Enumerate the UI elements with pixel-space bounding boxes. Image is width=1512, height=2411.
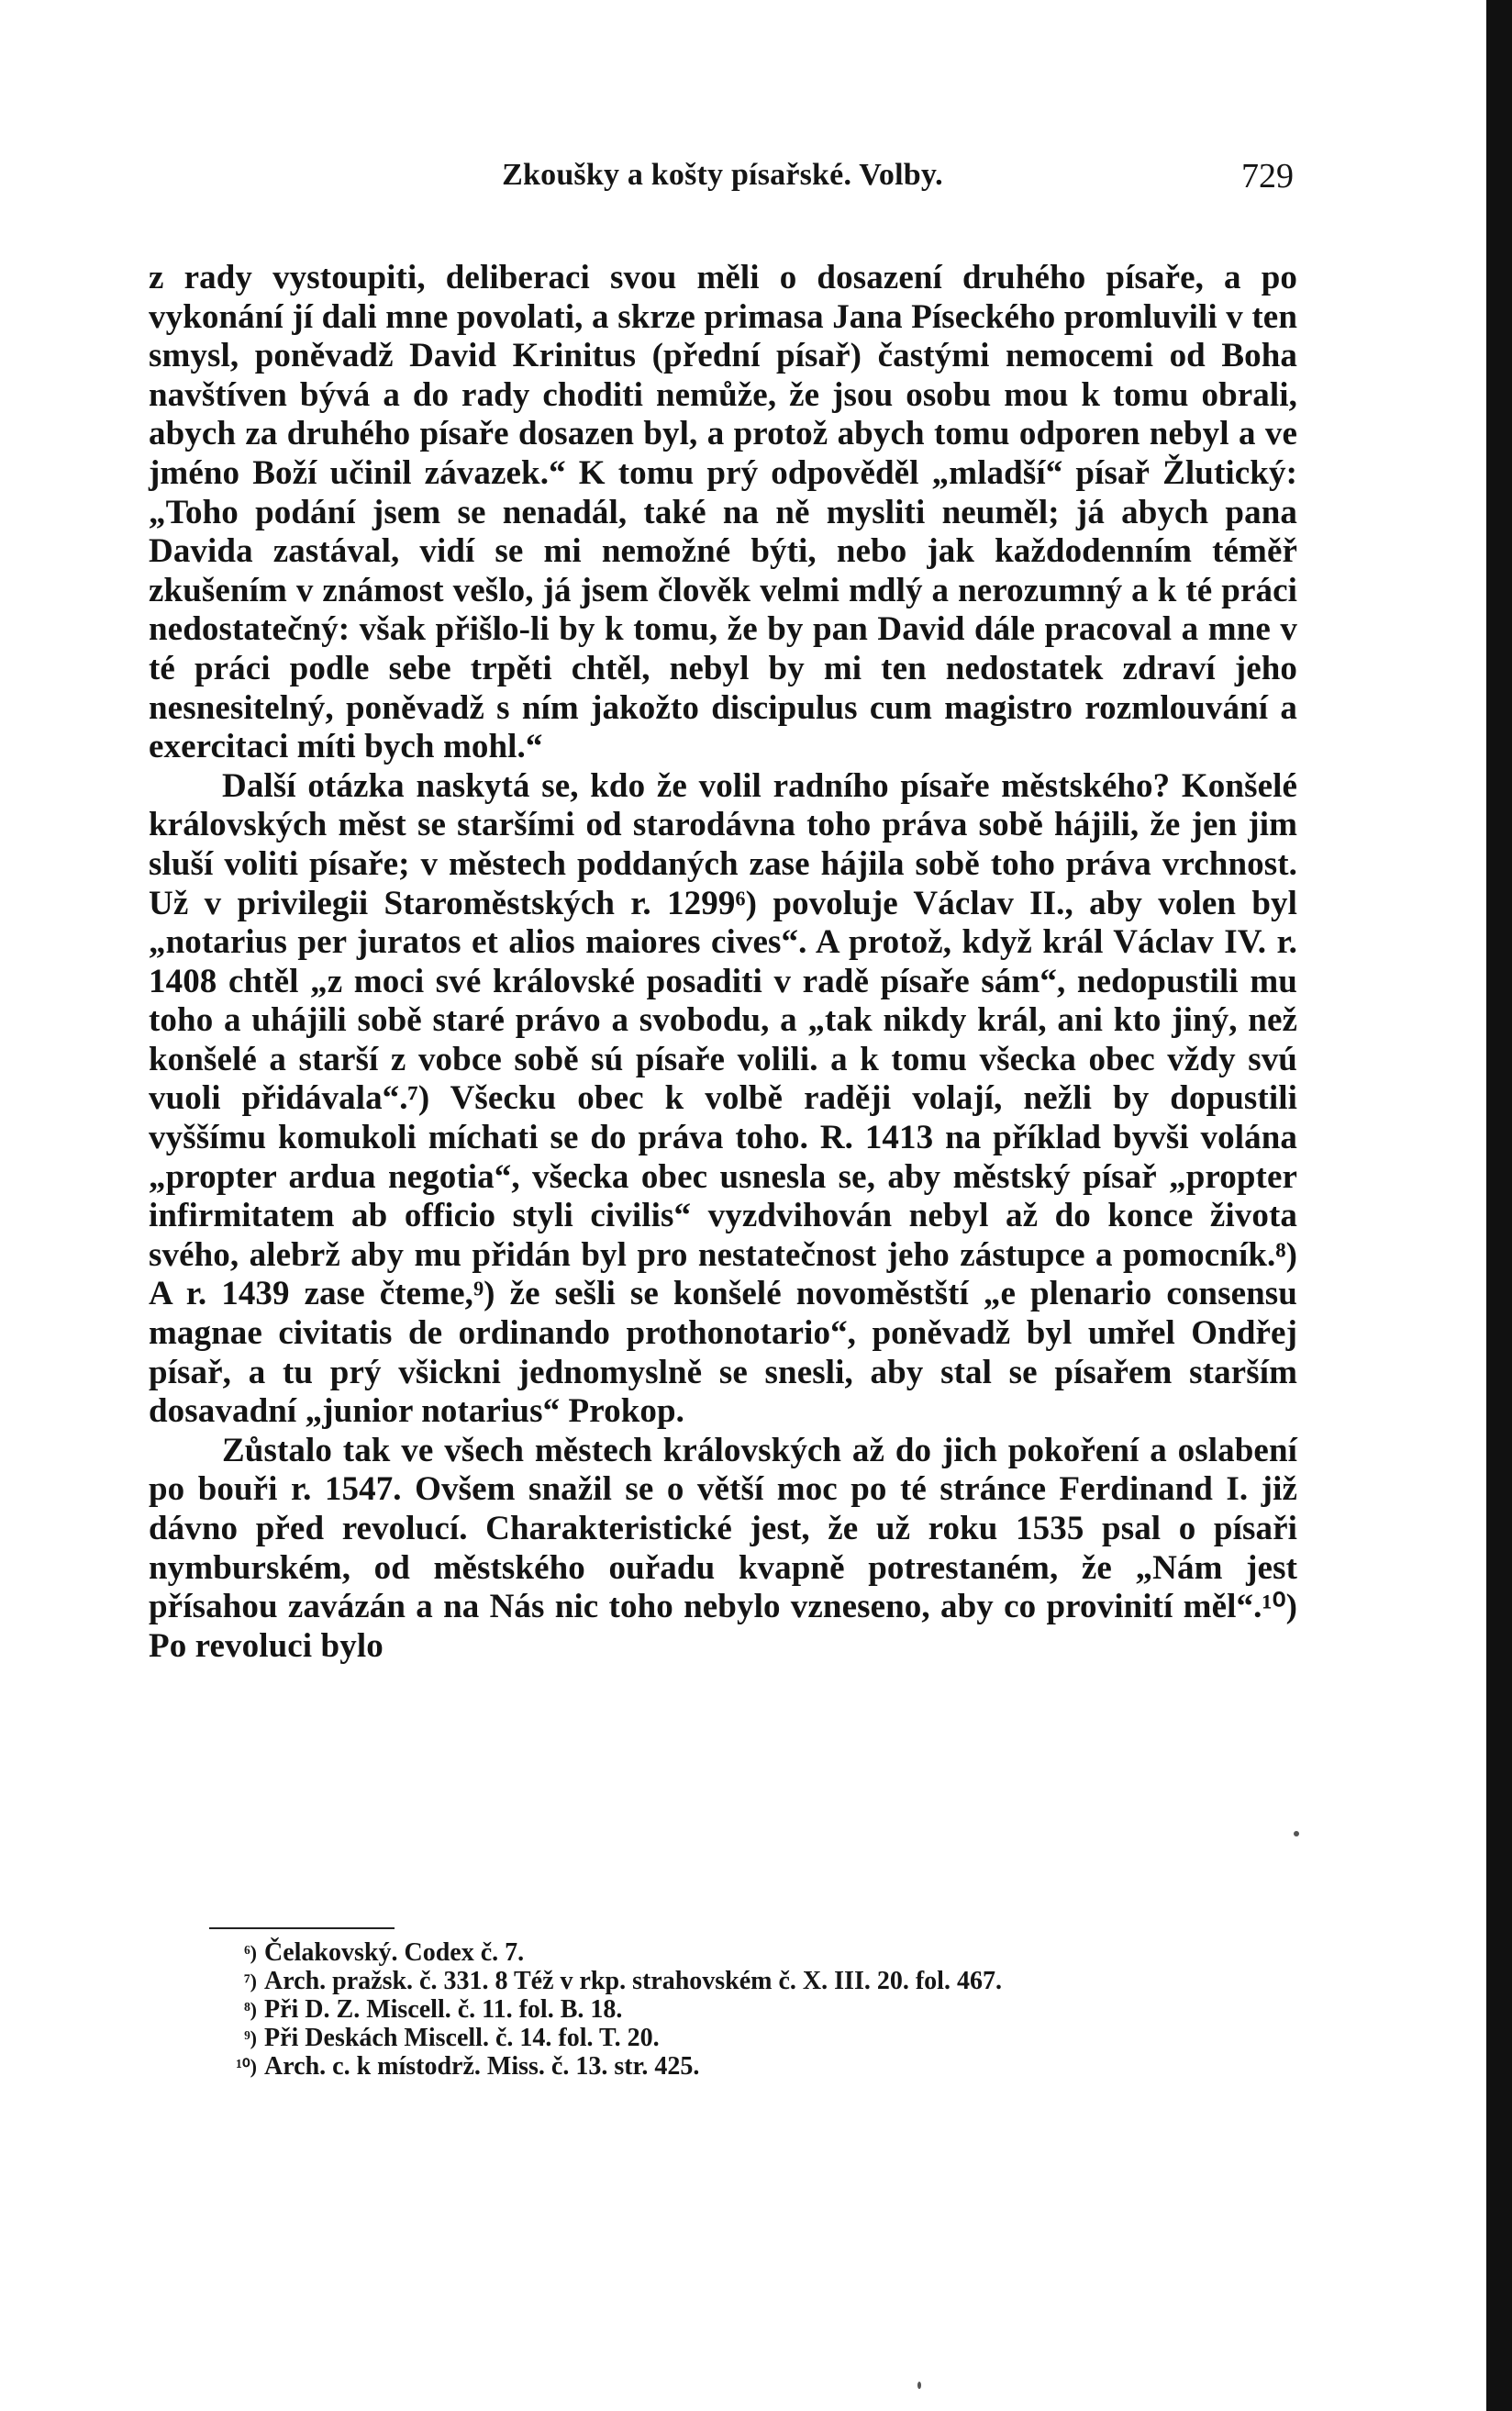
paragraph-2: Další otázka naskytá se, kdo že volil radního písaře městského? Konšelé královských měst se staršími od starodávna toho práva sobě hájili, že jen jim sluší voliti písaře; v městech poddaných zase hájila sobě toho práva vrchnost. Už v privilegii Staroměstských r. 1299⁶) povoluje Václav II., aby volen byl „notarius per juratos et alios maiores cives“. A protož, když král Václav IV. r. 1408 chtěl „z moci své královské posaditi v radě písaře sám“, nedopustili mu toho a uhájili sobě staré právo a svobodu, a „tak nikdy král, ani kto jiný, než konšelé a starší z vobce sobě sú písaře volili. a k tomu všecka obec vždy svú vuoli přidávala“.⁷) Všecku obec k volbě raději volají, nežli by dopustili vyššímu komukoli míchati se do práva toho. R. 1413 na příklad byvši volána „propter ardua negotia“, všecka obec usnesla se, aby městský písař „propter infirmitatem ab officio styli civilis“ vyzdvihován nebyl až do konce života svého, alebrž aby mu přidán byl pro nestatečnost jeho zástupce a pomocník.⁸) A r. 1439 zase čteme,⁹) že sešli se konšelé novoměstští „e plenario consensu magnae civitatis de ordinando prothonotario“, poněvadž byl umřel Ondřej písař, a tu prý všickni jednomyslně se snesli, aby stal se písařem starším dosavadní „junior notarius“ Prokop. xyxy=(149,766,1297,1431)
paragraph-3: Zůstalo tak ve všech městech královských až do jich pokoření a oslabení po bouři r. 1547. Ovšem snažil se o větší moc po té stránce Ferdinand I. již dávno před revolucí. Charakteristické jest, že už roku 1535 psal o písaři nymburském, od městského ouřadu kvapně potrestaném, že „Nám jest přísahou zavázán a na Nás nic toho nebylo vzneseno, aby co provinití měl“.¹⁰) Po revoluci bylo xyxy=(149,1431,1297,1665)
footnote-mark: ⁶) xyxy=(244,1941,257,1964)
footnote-text: Arch. c. k místodrž. Miss. č. 13. str. 425. xyxy=(264,2052,700,2081)
running-title: Zkoušky a košty písařské. Volby. xyxy=(502,158,943,192)
footnote-9 xyxy=(220,2024,1303,2052)
footnote-mark: ⁹) xyxy=(244,2026,257,2049)
scan-speck xyxy=(917,2382,921,2389)
footnote-6 xyxy=(220,1938,1303,1967)
footnote-8 xyxy=(220,1995,1303,2024)
footnote-rule xyxy=(209,1927,395,1929)
scan-speck xyxy=(1294,1831,1299,1836)
page-number: 729 xyxy=(1241,157,1294,195)
scan-border xyxy=(1486,0,1512,2411)
footnote-text: Při D. Z. Miscell. č. 11. fol. B. 18. xyxy=(264,1995,623,2024)
paragraph-1: z rady vystoupiti, deliberaci svou měli o dosazení druhého písaře, a po vykonání jí dali mne povolati, a skrze primasa Jana Píseckého promluvili v ten smysl, poněvadž David Krinitus (přední písař) častými nemocemi od Boha navštíven bývá a do rady choditi nemůže, že jsou osobu mou k tomu obrali, abych za druhého písaře dosazen byl, a protož abych tomu odporen nebyl a ve jméno Boží učinil závazek.“ K tomu prý odpověděl „mladší“ písař Žlutický: „Toho podání jsem se nenadál, také na ně mysliti neuměl; já abych pana Davida zastával, vidí se mi nemožné býti, nebo jak každodenním téměř zkušením v známost vešlo, já jsem člověk velmi mdlý a nerozumný a k té práci nedostatečný: však přišlo-li by k tomu, že by pan David dále pracoval a mne v té práci podle sebe trpěti chtěl, nebyl by mi ten nedostatek zdraví jeho nesnesitelný, poněvadž s ním jakožto discipulus cum magistro rozmlouvání a exercitaci míti bych mohl.“ xyxy=(149,259,1297,766)
footnote-mark: ⁷) xyxy=(244,1970,257,1992)
main-text xyxy=(149,259,1297,1666)
footnotes xyxy=(220,1938,1303,2081)
footnote-mark: ¹⁰) xyxy=(236,2055,257,2078)
footnote-text: Arch. pražsk. č. 331. 8 Též v rkp. strahovském č. X. III. 20. fol. 467. xyxy=(264,1967,1002,1995)
running-header xyxy=(151,154,1294,200)
footnote-text: Čelakovský. Codex č. 7. xyxy=(264,1938,525,1967)
footnote-mark: ⁸) xyxy=(244,1998,257,2021)
footnote-10 xyxy=(220,2052,1303,2081)
footnote-7 xyxy=(220,1967,1303,1995)
footnote-text: Při Deskách Miscell. č. 14. fol. T. 20. xyxy=(264,2024,660,2052)
